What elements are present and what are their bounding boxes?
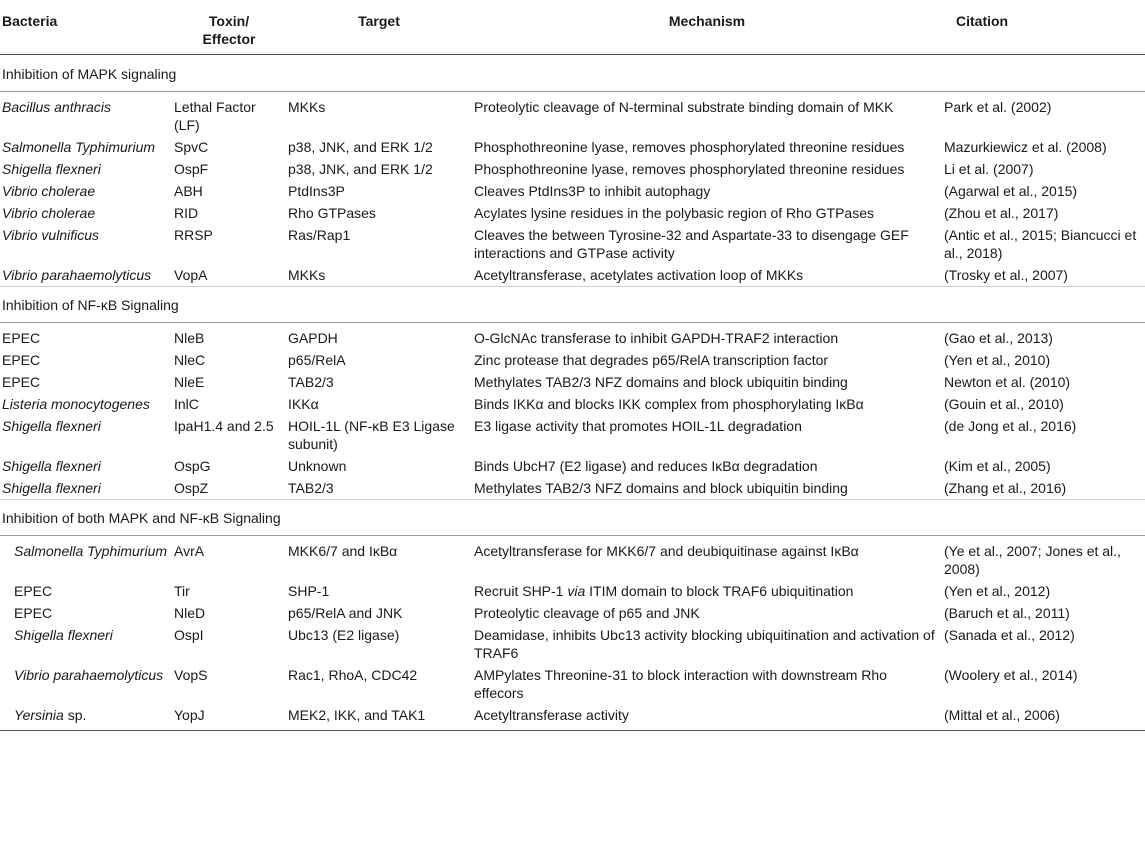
cell-bacteria: Bacillus anthracis [2,99,111,115]
section-mapk [0,55,1145,287]
bacteria-genus: Yersinia [14,707,64,723]
cell-citation: (Zhang et al., 2016) [944,480,1067,496]
cell-toxin: NleC [174,352,206,368]
cell-bacteria: Vibrio vulnificus [2,227,100,243]
cell-target: TAB2/3 [288,480,334,496]
section-mapk-nfkb [0,500,1145,731]
table-row [0,624,1145,664]
header-row [0,0,1145,55]
table-row [0,602,1145,624]
cell-citation: Park et al. (2002) [944,99,1052,115]
cell-toxin: IpaH1.4 and 2.5 [174,418,274,434]
cell-bacteria: Shigella flexneri [2,161,101,177]
cell-citation: (Sanada et al., 2012) [944,627,1075,643]
cell-mechanism [472,580,942,602]
table-row [0,349,1145,371]
cell-mechanism: Deamidase, inhibits Ubc13 activity blocking ubiquitination and activation of TRAF6 [474,627,935,661]
table-row [0,202,1145,224]
cell-mechanism: Proteolytic cleavage of p65 and JNK [474,605,700,621]
cell-citation: (Antic et al., 2015; Biancucci et al., 2018) [944,227,1137,261]
cell-toxin: InlC [174,396,199,412]
cell-target: Rho GTPases [288,205,376,221]
table-row [0,323,1145,350]
cell-target: Rac1, RhoA, CDC42 [288,667,418,683]
cell-mechanism: Cleaves PtdIns3P to inhibit autophagy [474,183,711,199]
cell-toxin: SpvC [174,139,209,155]
cell-toxin: Tir [174,583,190,599]
cell-citation: Mazurkiewicz et al. (2008) [944,139,1107,155]
cell-target: PtdIns3P [288,183,345,199]
cell-bacteria: Vibrio parahaemolyticus [2,267,152,283]
section-title: Inhibition of MAPK signaling [0,55,1145,92]
cell-citation: Li et al. (2007) [944,161,1034,177]
cell-toxin: NleE [174,374,205,390]
cell-toxin: Lethal Factor (LF) [174,99,256,133]
cell-mechanism: AMPylates Threonine-31 to block interaction with downstream Rho effecors [474,667,887,701]
cell-toxin: NleB [174,330,205,346]
mechanism-text-pre: Recruit SHP-1 [474,583,568,599]
cell-target: SHP-1 [288,583,330,599]
header-target: Target [286,0,472,55]
cell-toxin: OspG [174,458,211,474]
cell-citation: (de Jong et al., 2016) [944,418,1077,434]
cell-bacteria: EPEC [14,605,53,621]
header-toxin-line2: Effector [202,31,256,47]
cell-toxin: YopJ [172,704,286,731]
table-row [0,477,1145,500]
cell-bacteria: Vibrio cholerae [2,205,96,221]
cell-target: Ras/Rap1 [288,227,351,243]
cell-target: IKKα [288,396,319,412]
header-toxin-line1: Toxin/ [208,13,250,29]
section-title-row [0,287,1145,323]
cell-citation: (Woolery et al., 2014) [944,667,1078,683]
table-row [0,455,1145,477]
section-title-row [0,500,1145,536]
table-row [0,536,1145,581]
cell-citation: (Zhou et al., 2017) [944,205,1059,221]
cell-target: MKK6/7 and IκBα [288,543,398,559]
header-bacteria: Bacteria [0,0,172,55]
table-row [0,393,1145,415]
cell-mechanism: E3 ligase activity that promotes HOIL-1L degradation [474,418,802,434]
cell-toxin: NleD [174,605,206,621]
cell-bacteria: EPEC [2,374,41,390]
table-row [0,415,1145,455]
cell-citation: (Yen et al., 2012) [944,583,1051,599]
cell-target: TAB2/3 [288,374,334,390]
cell-mechanism: Acylates lysine residues in the polybasic region of Rho GTPases [474,205,874,221]
cell-citation: (Kim et al., 2005) [944,458,1051,474]
cell-target: GAPDH [288,330,338,346]
cell-toxin: VopA [174,267,208,283]
cell-bacteria: Shigella flexneri [2,418,101,434]
table-row [0,158,1145,180]
cell-toxin: OspF [174,161,209,177]
cell-citation: (Agarwal et al., 2015) [944,183,1078,199]
cell-citation: (Yen et al., 2010) [944,352,1051,368]
cell-bacteria: Salmonella Typhimurium [14,543,168,559]
cell-target: MEK2, IKK, and TAK1 [286,704,472,731]
cell-citation: (Gouin et al., 2010) [944,396,1064,412]
cell-mechanism: Acetyltransferase activity [472,704,942,731]
cell-mechanism: Cleaves the between Tyrosine-32 and Aspartate-33 to disengage GEF interactions and GTPase activity [474,227,909,261]
cell-mechanism: Methylates TAB2/3 NFZ domains and block ubiquitin binding [474,374,848,390]
cell-citation: Newton et al. (2010) [944,374,1071,390]
cell-mechanism: Proteolytic cleavage of N-terminal substrate binding domain of MKK [474,99,894,115]
table-row [0,180,1145,202]
cell-target: Ubc13 (E2 ligase) [288,627,400,643]
cell-target: p65/RelA and JNK [288,605,403,621]
cell-bacteria: Shigella flexneri [2,480,101,496]
cell-citation: (Baruch et al., 2011) [944,605,1070,621]
cell-bacteria: Shigella flexneri [14,627,113,643]
cell-bacteria: EPEC [2,330,41,346]
mechanism-text-post: ITIM domain to block TRAF6 ubiquitination [589,583,854,599]
cell-citation: (Mittal et al., 2006) [942,704,1145,731]
table-row [0,264,1145,287]
table-row [0,136,1145,158]
section-title-row [0,55,1145,92]
cell-target: HOIL-1L (NF-κB E3 Ligase subunit) [288,418,455,452]
cell-toxin: VopS [174,667,208,683]
cell-target: p65/RelA [288,352,346,368]
cell-toxin: OspI [174,627,204,643]
cell-toxin: OspZ [174,480,209,496]
cell-mechanism: Zinc protease that degrades p65/RelA transcription factor [474,352,829,368]
bacteria-species-suffix: sp. [63,707,87,723]
cell-bacteria [0,704,172,731]
header-citation: Citation [942,0,1145,55]
cell-target: Unknown [288,458,347,474]
cell-mechanism: Phosphothreonine lyase, removes phosphorylated threonine residues [474,161,905,177]
mechanism-text-via: via [567,583,586,599]
cell-target: MKKs [288,267,326,283]
table-row [0,664,1145,704]
cell-bacteria: EPEC [14,583,53,599]
cell-mechanism: Phosphothreonine lyase, removes phosphorylated threonine residues [474,139,905,155]
cell-citation: (Trosky et al., 2007) [944,267,1068,283]
cell-bacteria: Shigella flexneri [2,458,101,474]
cell-toxin: RRSP [174,227,213,243]
cell-mechanism: Acetyltransferase, acetylates activation loop of MKKs [474,267,804,283]
cell-mechanism: Methylates TAB2/3 NFZ domains and block ubiquitin binding [474,480,848,496]
cell-bacteria: EPEC [2,352,41,368]
header-mechanism: Mechanism [472,0,942,55]
table-row [0,371,1145,393]
cell-citation: (Gao et al., 2013) [944,330,1053,346]
cell-bacteria: Listeria monocytogenes [2,396,150,412]
cell-citation: (Ye et al., 2007; Jones et al., 2008) [944,543,1121,577]
cell-target: MKKs [288,99,326,115]
table-row [0,580,1145,602]
cell-target: p38, JNK, and ERK 1/2 [288,161,433,177]
cell-bacteria: Salmonella Typhimurium [2,139,156,155]
cell-mechanism: O-GlcNAc transferase to inhibit GAPDH-TRAF2 interaction [474,330,839,346]
table-row [0,92,1145,137]
section-title: Inhibition of both MAPK and NF-κB Signaling [0,500,1145,536]
cell-toxin: AvrA [174,543,205,559]
cell-mechanism: Acetyltransferase for MKK6/7 and deubiquitinase against IκBα [474,543,859,559]
cell-toxin: RID [174,205,199,221]
table-row [0,224,1145,264]
section-nfkb [0,287,1145,500]
cell-target: p38, JNK, and ERK 1/2 [288,139,433,155]
cell-mechanism: Binds UbcH7 (E2 ligase) and reduces IκBα degradation [474,458,818,474]
cell-toxin: ABH [174,183,203,199]
cell-bacteria: Vibrio parahaemolyticus [14,667,164,683]
section-title: Inhibition of NF-κB Signaling [0,287,1145,323]
header-toxin [172,0,286,55]
cell-bacteria: Vibrio cholerae [2,183,96,199]
cell-mechanism: Binds IKKα and blocks IKK complex from phosphorylating IκBα [474,396,864,412]
table-row [0,704,1145,731]
